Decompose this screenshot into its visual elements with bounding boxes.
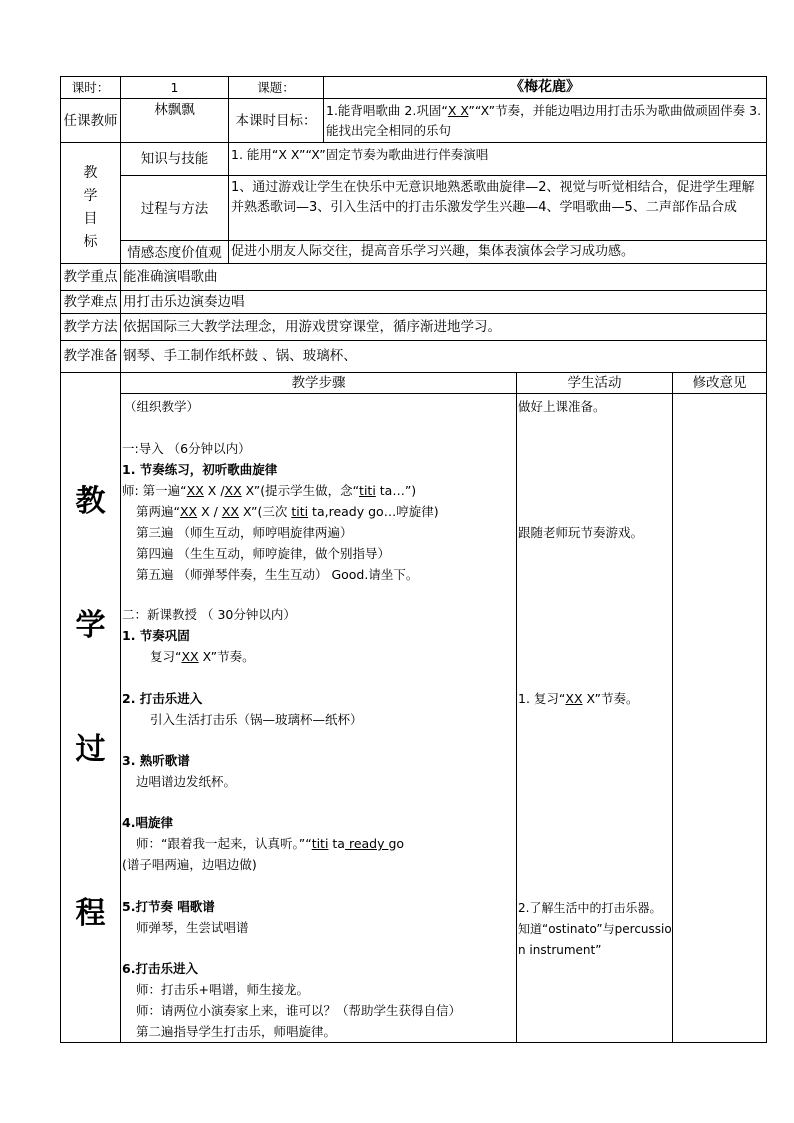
step1-title: 一:导入 （6分钟以内） (122, 441, 251, 456)
process-char-3: 过 (75, 732, 106, 767)
objectives-char-2: 学 (83, 188, 98, 204)
obj2-text: 1、通过游戏让学生在快乐中无意识地熟悉歌曲旋律—2、视觉与听觉相结合，促进学生理解并熟悉歌词—3、引入生活中的打击乐激发学生兴趣—4、学唱歌曲—5、二声部作品合成 (231, 180, 755, 215)
step2-4-text: 师：“跟着我一起来，认真听。”“titi ta ready go (136, 836, 405, 851)
step2-3-title: 3. 熟听歌谱 (122, 753, 190, 768)
step1-line3: 第三遍 （师生互动，师哼唱旋律两遍） (136, 525, 353, 540)
step2-3-text: 边唱谱边发纸杯。 (136, 774, 237, 789)
step1-line1: 师: 第一遍“XX X /XX X”(提示学生做，念“titi ta…”) (122, 483, 417, 498)
objectives-char-1: 教 (83, 165, 98, 181)
info4-text: 钢琴、手工制作纸杯鼓 、锅、玻璃杯、 (123, 348, 357, 364)
col-student-header: 学生活动 (567, 375, 622, 391)
topic-label: 课题： (257, 80, 295, 95)
step2-1-text: 复习“XX X”节奏。 (150, 649, 255, 664)
student-activity-3: 1. 复习“XX X”节奏。 (518, 691, 639, 706)
goal-label: 本课时目标： (235, 113, 317, 129)
step1-line4: 第四遍 （生生互动，师哼旋律，做个别指导） (136, 546, 390, 561)
info2-text: 用打击乐边演奏边唱 (123, 294, 245, 310)
process-char-4: 程 (75, 896, 106, 931)
student-activity-4: 2.了解生活中的打击乐器。知道“ostinato”与percussion instrument” (518, 901, 672, 957)
step2-title: 二：新课教授 （ 30分钟以内） (122, 607, 296, 622)
step1-line2: 第两遍“XX X / XX X”(三次 titi ta,ready go…哼旋律) (136, 504, 439, 519)
teacher-name: 林飘飘 (154, 102, 195, 118)
step2-4-note: (谱子唱两遍，边唱边做) (122, 857, 257, 872)
student-activity-2: 跟随老师玩节奏游戏。 (518, 525, 644, 540)
col-steps-header: 教学步骤 (291, 375, 346, 391)
info1-label: 教学重点 (63, 269, 118, 285)
obj1-text: 1. 能用“X X”“X”固定节奏为歌曲进行伴奏演唱 (231, 147, 489, 162)
lesson-value: 1 (170, 80, 179, 95)
step2-5-title: 5.打节奏 唱歌谱 (122, 899, 215, 914)
step2-2-text: 引入生活打击乐（锅—玻璃杯—纸杯） (150, 712, 363, 727)
info3-text: 依据国际三大教学法理念，用游戏贯穿课堂，循序渐进地学习。 (123, 319, 501, 335)
objectives-char-3: 目 (83, 211, 98, 227)
info2-label: 教学难点 (63, 294, 118, 310)
goal-text: 1.能背唱歌曲 2.巩固“X X”“X”节奏，并能边唱边用打击乐为歌曲做顽固伴奏 3.能找出完全相同的乐句 (326, 103, 762, 138)
step2-2-title: 2. 打击乐进入 (122, 691, 203, 706)
obj2-label: 过程与方法 (140, 201, 209, 217)
step1-line5: 第五遍 （师弹琴伴奏，生生互动） Good.请坐下。 (136, 567, 419, 582)
topic-title: 《梅花鹿》 (510, 79, 580, 95)
step2-5-text: 师弹琴，生尝试唱谱 (136, 920, 249, 935)
step2-6-line2: 师：请两位小演奏家上来，谁可以？（帮助学生获得自信） (136, 1003, 462, 1018)
info4-label: 教学准备 (63, 348, 118, 364)
obj3-label: 情感态度价值观 (127, 245, 222, 261)
objectives-char-4: 标 (83, 234, 98, 250)
cell-process-label (60, 372, 121, 1043)
lesson-label: 课时： (71, 80, 110, 95)
cell-revise-body (672, 393, 767, 1043)
info1-text: 能准确演唱歌曲 (123, 269, 218, 285)
obj3-text: 促进小朋友人际交往，提高音乐学习兴趣，集体表演体会学习成功感。 (231, 244, 635, 259)
process-char-1: 教 (75, 484, 106, 519)
step2-1-title: 1. 节奏巩固 (122, 628, 190, 643)
step2-4-title: 4.唱旋律 (122, 815, 173, 830)
col-revise-header: 修改意见 (692, 375, 747, 391)
step1-subtitle: 1. 节奏练习，初听歌曲旋律 (122, 462, 278, 477)
step2-6-line3: 第二遍指导学生打击乐，师唱旋律。 (136, 1024, 337, 1039)
step-organize: （组织教学） (124, 399, 200, 414)
process-char-2: 学 (75, 608, 106, 643)
step2-6-line1: 师：打击乐+唱谱，师生接龙。 (136, 982, 309, 997)
step2-6-title: 6.打击乐进入 (122, 961, 198, 976)
info3-label: 教学方法 (63, 319, 118, 335)
teacher-label: 任课教师 (63, 113, 118, 129)
student-activity-1: 做好上课准备。 (518, 399, 606, 414)
obj1-label: 知识与技能 (140, 151, 209, 167)
